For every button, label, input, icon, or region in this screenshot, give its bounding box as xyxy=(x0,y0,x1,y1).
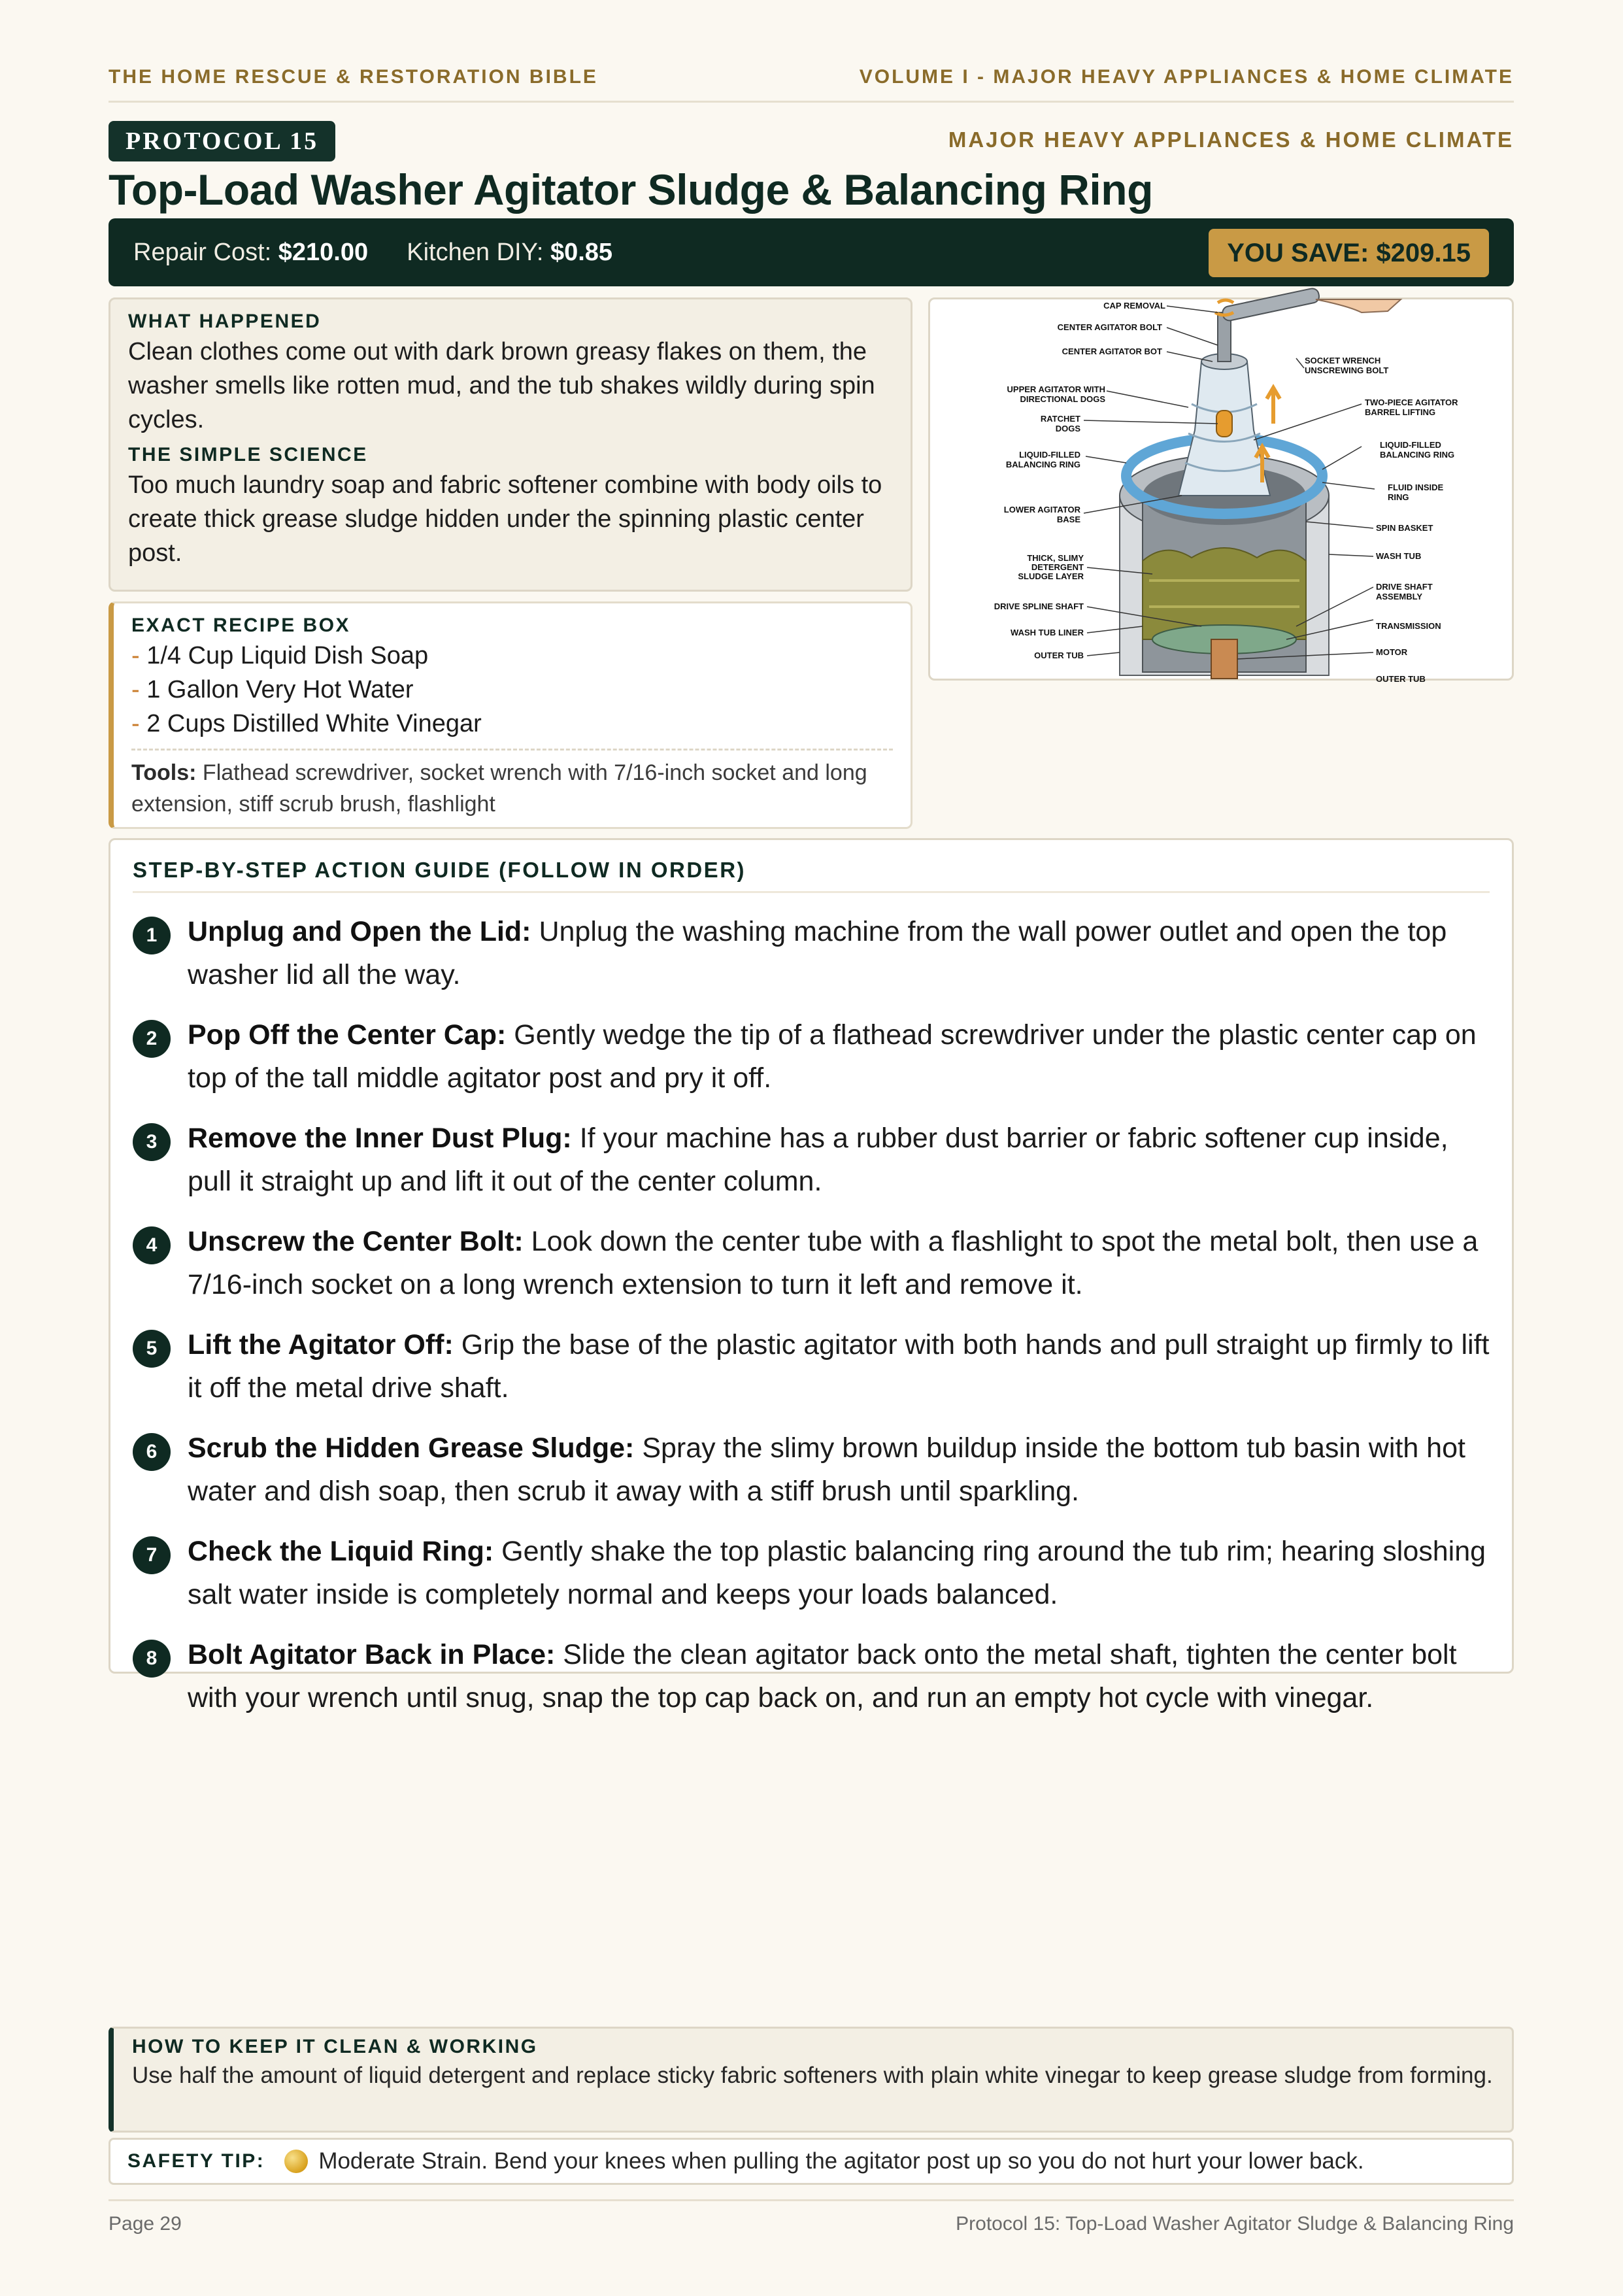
label-socket-2: UNSCREWING BOLT xyxy=(1305,365,1389,375)
label-two-piece-1: TWO-PIECE AGITATOR xyxy=(1365,397,1458,407)
label-sludge-2: DETERGENT xyxy=(1031,562,1084,572)
label-liquid-filled-2: BALANCING RING xyxy=(1005,460,1080,469)
header-divider xyxy=(109,101,1514,103)
book-title: THE HOME RESCUE & RESTORATION BIBLE xyxy=(109,66,598,88)
label-upper-agitator-1: UPPER AGITATOR WITH xyxy=(1007,384,1105,394)
step-guide xyxy=(109,838,1514,1714)
strain-level-icon xyxy=(284,2150,308,2173)
label-wash-tub-liner: WASH TUB LINER xyxy=(1011,628,1084,637)
maintenance-box xyxy=(109,2027,1514,2133)
recipe-box xyxy=(109,601,912,829)
step-number: 7 xyxy=(133,1536,171,1574)
step-number: 1 xyxy=(133,917,171,954)
label-drive-spline: DRIVE SPLINE SHAFT xyxy=(994,601,1084,611)
step-item xyxy=(133,910,1490,996)
step-title: Unscrew the Center Bolt: xyxy=(188,1226,524,1257)
page-title: Top-Load Washer Agitator Sludge & Balancing Ring xyxy=(109,165,1153,214)
label-socket-1: SOCKET WRENCH xyxy=(1305,356,1381,365)
label-outer-tub-left: OUTER TUB xyxy=(1034,650,1084,660)
label-sludge-1: THICK, SLIMY xyxy=(1027,553,1084,563)
cost-bar xyxy=(109,218,1514,286)
label-outer-tub-right: OUTER TUB xyxy=(1376,674,1426,684)
label-cap-removal: CAP REMOVAL xyxy=(1103,301,1165,311)
label-two-piece-2: BARREL LIFTING xyxy=(1365,407,1436,417)
label-sludge-3: SLUDGE LAYER xyxy=(1018,571,1084,581)
running-header xyxy=(109,64,1514,90)
label-liquid-ring-r1: LIQUID-FILLED xyxy=(1380,440,1441,450)
step-item xyxy=(133,1323,1490,1410)
step-text: Grip the base of the plastic agitator with both hands and pull straight up firmly to lift it off the metal drive shaft. xyxy=(188,1329,1490,1404)
diagram-svg xyxy=(930,299,1512,684)
agitator-diagram xyxy=(928,297,1514,684)
ingredient-item: - 1/4 Cup Liquid Dish Soap xyxy=(131,642,429,669)
step-title: Check the Liquid Ring: xyxy=(188,1536,494,1567)
safety-text: Moderate Strain. Bend your knees when pulling the agitator post up so you do not hurt your lower back. xyxy=(318,2148,1364,2174)
step-number: 6 xyxy=(133,1433,171,1471)
ingredient-item: - 1 Gallon Very Hot Water xyxy=(131,676,414,703)
page xyxy=(109,0,1514,2296)
step-item xyxy=(133,1633,1490,1719)
label-fluid-2: RING xyxy=(1388,492,1409,502)
maintenance-heading: HOW TO KEEP IT CLEAN & WORKING xyxy=(132,2036,538,2057)
tools-list xyxy=(131,749,893,820)
step-text: Slide the clean agitator back onto the metal shaft, tighten the center bolt with your wrench until snug, snap the top cap back on, and run an empty hot cycle with vinegar. xyxy=(188,1639,1457,1714)
step-title: Scrub the Hidden Grease Sludge: xyxy=(188,1432,635,1464)
safety-tip xyxy=(109,2138,1514,2185)
science-heading: THE SIMPLE SCIENCE xyxy=(128,444,368,465)
step-title: Lift the Agitator Off: xyxy=(188,1329,454,1360)
label-ratchet-2: DOGS xyxy=(1055,424,1080,433)
step-number: 4 xyxy=(133,1226,171,1264)
step-item xyxy=(133,1117,1490,1203)
label-lower-base-1: LOWER AGITATOR xyxy=(1003,505,1080,515)
label-liquid-filled-1: LIQUID-FILLED xyxy=(1019,450,1080,460)
step-item xyxy=(133,1013,1490,1100)
tools-text: Flathead screwdriver, socket wrench with 7/16-inch socket and long extension, stiff scrub brush, flashlight xyxy=(131,760,867,817)
maintenance-text: Use half the amount of liquid detergent and replace sticky fabric softeners with plain white vinegar to keep grease sludge from forming. xyxy=(132,2063,1493,2088)
label-center-bolt: CENTER AGITATOR BOLT xyxy=(1057,322,1162,332)
label-ratchet-1: RATCHET xyxy=(1040,414,1080,424)
steps-heading: STEP-BY-STEP ACTION GUIDE (FOLLOW IN ORDER) xyxy=(133,854,1490,893)
recipe-heading: EXACT RECIPE BOX xyxy=(131,615,351,636)
step-text: Spray the slimy brown buildup inside the bottom tub basin with hot water and dish soap, then scrub it away with a stiff brush until sparkling. xyxy=(188,1432,1465,1507)
what-happened-box xyxy=(109,297,912,592)
cost-text xyxy=(133,218,612,286)
label-transmission: TRANSMISSION xyxy=(1376,621,1441,631)
label-drive-shaft-1: DRIVE SHAFT xyxy=(1376,582,1433,592)
label-motor: MOTOR xyxy=(1376,647,1408,657)
step-number: 2 xyxy=(133,1020,171,1058)
footer-title: Protocol 15: Top-Load Washer Agitator Sludge & Balancing Ring xyxy=(956,2213,1514,2235)
what-happened-text: Clean clothes come out with dark brown greasy flakes on them, the washer smells like rotten mud, and the tub shakes wildly during spin cycles. xyxy=(128,338,875,433)
label-liquid-ring-r2: BALANCING RING xyxy=(1380,450,1455,460)
label-wash-tub: WASH TUB xyxy=(1376,551,1422,561)
step-title: Pop Off the Center Cap: xyxy=(188,1019,507,1051)
science-text: Too much laundry soap and fabric softener combine with body oils to create thick grease sludge hidden under the spinning plastic center post. xyxy=(128,471,882,567)
step-item xyxy=(133,1220,1490,1306)
step-text: Look down the center tube with a flashlight to spot the metal bolt, then use a 7/16-inch socket on a long wrench extension to turn it left and remove it. xyxy=(188,1226,1479,1300)
step-title: Bolt Agitator Back in Place: xyxy=(188,1639,556,1670)
savings-badge: YOU SAVE: $209.15 xyxy=(1209,229,1489,277)
diy-cost-value: $0.85 xyxy=(550,239,613,266)
diy-cost-label: Kitchen DIY: xyxy=(407,239,544,266)
step-number: 3 xyxy=(133,1123,171,1161)
label-drive-shaft-2: ASSEMBLY xyxy=(1376,592,1423,601)
step-text: If your machine has a rubber dust barrier or fabric softener cup inside, pull it straight up and lift it out of the center column. xyxy=(188,1123,1448,1197)
protocol-badge: PROTOCOL 15 xyxy=(109,121,335,161)
tools-label: Tools: xyxy=(131,760,197,785)
category-label: MAJOR HEAVY APPLIANCES & HOME CLIMATE xyxy=(948,127,1514,152)
step-title: Remove the Inner Dust Plug: xyxy=(188,1123,572,1154)
label-lower-base-2: BASE xyxy=(1056,515,1080,524)
step-text: Unplug the washing machine from the wall power outlet and open the top washer lid all the way. xyxy=(188,916,1447,990)
label-spin-basket: SPIN BASKET xyxy=(1376,523,1433,533)
step-number: 5 xyxy=(133,1330,171,1368)
step-title: Unplug and Open the Lid: xyxy=(188,916,531,947)
page-number: Page 29 xyxy=(109,2213,182,2235)
safety-label: SAFETY TIP: xyxy=(127,2150,265,2172)
footer-divider xyxy=(109,2199,1514,2201)
step-item xyxy=(133,1530,1490,1616)
step-number: 8 xyxy=(133,1640,171,1678)
ingredient-item: - 2 Cups Distilled White Vinegar xyxy=(131,710,482,737)
step-text: Gently shake the top plastic balancing ring around the tub rim; hearing sloshing salt water inside is completely normal and keeps your loads balanced. xyxy=(188,1536,1486,1610)
label-center-bot: CENTER AGITATOR BOT xyxy=(1062,346,1162,356)
repair-cost-label: Repair Cost: xyxy=(133,239,272,266)
what-happened-heading: WHAT HAPPENED xyxy=(128,311,322,332)
volume-title: VOLUME I - MAJOR HEAVY APPLIANCES & HOME CLIMATE xyxy=(859,66,1514,88)
repair-cost-value: $210.00 xyxy=(278,239,369,266)
label-fluid-1: FLUID INSIDE xyxy=(1388,482,1444,492)
step-text: Gently wedge the tip of a flathead screwdriver under the plastic center cap on top of the tall middle agitator post and pry it off. xyxy=(188,1019,1477,1094)
step-item xyxy=(133,1427,1490,1513)
page-footer xyxy=(109,2213,1514,2235)
label-upper-agitator-2: DIRECTIONAL DOGS xyxy=(1020,394,1105,404)
